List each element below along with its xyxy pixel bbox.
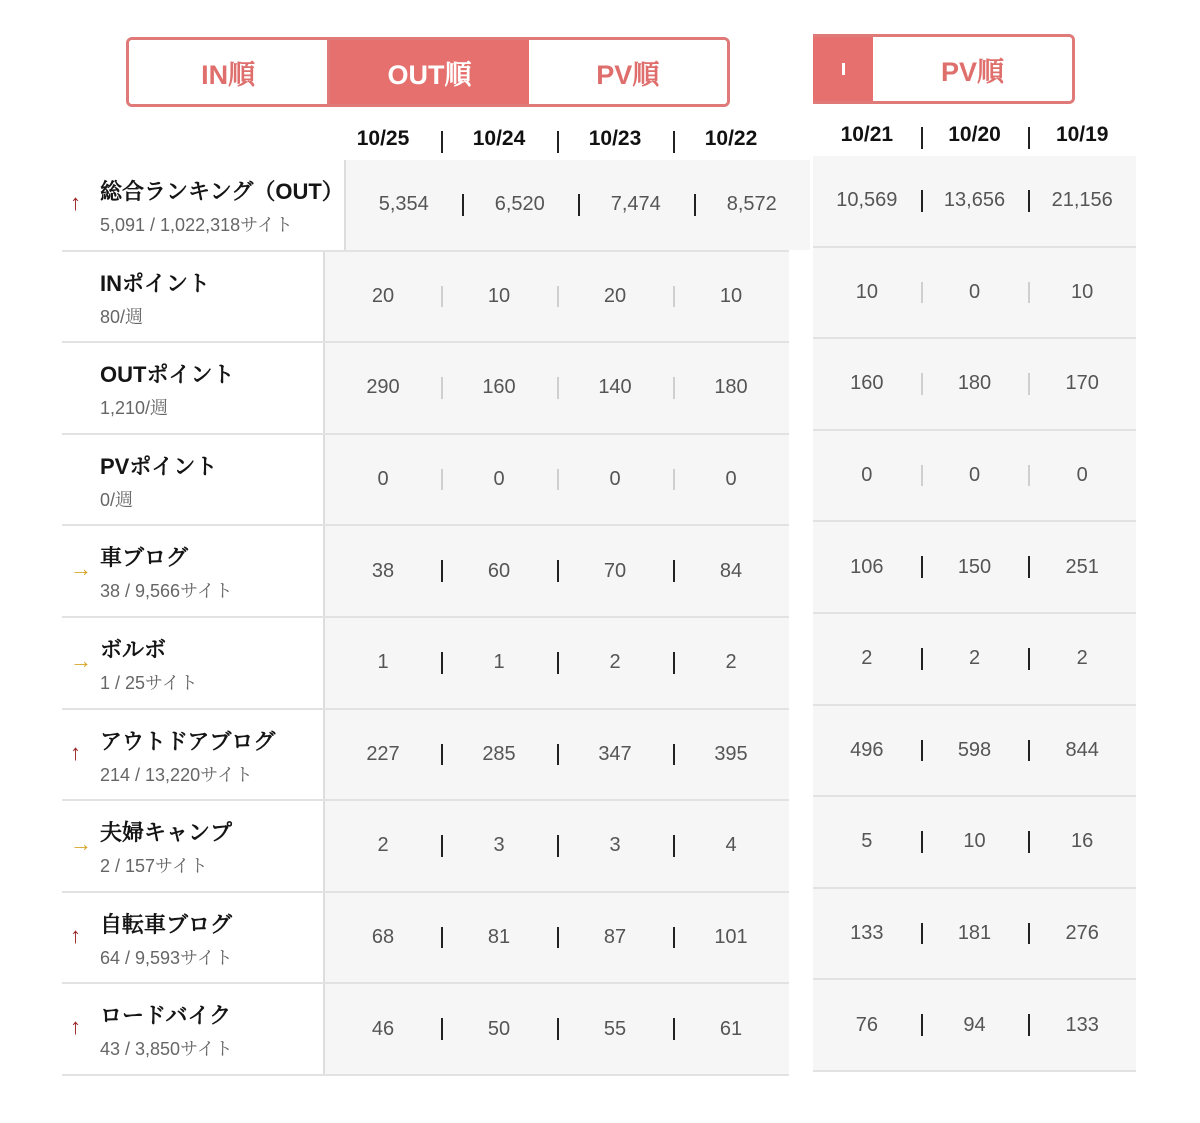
value-cell: 2 bbox=[1028, 614, 1136, 704]
value-cell: 0 bbox=[441, 435, 557, 525]
value-cell: 10,569 bbox=[836, 189, 898, 212]
category-title: INポイント bbox=[100, 270, 211, 296]
sort-tabs bbox=[126, 37, 730, 107]
value-cell: 180 bbox=[921, 339, 1029, 429]
value-cell: 10 bbox=[921, 797, 1029, 887]
tab-pv-order-2[interactable]: PV順 bbox=[873, 37, 1072, 101]
daily-values bbox=[325, 801, 789, 891]
value-cell: 150 bbox=[921, 522, 1029, 612]
category-rank: 64 / 9,593サイト bbox=[100, 947, 233, 968]
daily-values bbox=[325, 435, 789, 525]
tab-pv-order[interactable]: PV順 bbox=[529, 40, 727, 104]
date-header-cell: 10/24 bbox=[441, 127, 557, 151]
value-cell: 10 bbox=[441, 252, 557, 342]
value-cell: 347 bbox=[557, 710, 673, 800]
date-header-cell: 10/22 bbox=[673, 127, 789, 151]
value-cell: 251 bbox=[1028, 522, 1136, 612]
daily-values bbox=[813, 522, 1136, 612]
table-row bbox=[813, 339, 1136, 431]
category-label[interactable] bbox=[62, 710, 325, 800]
tab-out-order-partial[interactable] bbox=[813, 37, 873, 101]
daily-values bbox=[813, 156, 1136, 246]
category-label[interactable] bbox=[62, 160, 346, 250]
date-header-cell: 10/19 bbox=[1028, 123, 1136, 147]
category-rank: 1,210/週 bbox=[100, 398, 169, 419]
table-row bbox=[62, 160, 789, 252]
value-cell: 160 bbox=[850, 372, 884, 395]
sort-tabs-scrolled bbox=[813, 34, 1075, 104]
table-row bbox=[813, 797, 1136, 889]
arrow-right-icon: → bbox=[70, 556, 92, 582]
value-cell: 106 bbox=[850, 555, 884, 578]
category-rank: 5,091 / 1,022,318サイト bbox=[100, 215, 293, 235]
category-label[interactable] bbox=[62, 252, 325, 342]
category-label[interactable] bbox=[62, 526, 325, 616]
table-row bbox=[813, 980, 1136, 1072]
value-cell: 181 bbox=[921, 889, 1029, 979]
arrow-right-icon: → bbox=[70, 831, 92, 857]
category-title: 夫婦キャンプ bbox=[100, 820, 233, 846]
daily-values bbox=[813, 889, 1136, 979]
value-cell: 21,156 bbox=[1028, 156, 1136, 246]
ranking-table-scrolled bbox=[813, 114, 1136, 1072]
daily-values bbox=[325, 343, 789, 433]
value-cell: 285 bbox=[441, 710, 557, 800]
table-row bbox=[62, 343, 789, 435]
daily-values bbox=[813, 248, 1136, 338]
value-cell: 290 bbox=[366, 376, 400, 399]
table-row bbox=[62, 526, 789, 618]
date-header-cell: 10/23 bbox=[557, 127, 673, 151]
value-cell: 10 bbox=[673, 252, 789, 342]
value-cell: 16 bbox=[1028, 797, 1136, 887]
arrow-right-icon: → bbox=[70, 647, 92, 673]
value-cell: 68 bbox=[371, 926, 395, 949]
daily-values bbox=[813, 980, 1136, 1070]
value-cell: 5,354 bbox=[378, 193, 429, 216]
value-cell: 0 bbox=[673, 435, 789, 525]
value-cell: 61 bbox=[673, 984, 789, 1074]
table-row bbox=[813, 156, 1136, 248]
value-cell: 160 bbox=[441, 343, 557, 433]
value-cell: 101 bbox=[673, 893, 789, 983]
category-title: 総合ランキング（OUT） bbox=[100, 179, 344, 204]
table-row bbox=[813, 614, 1136, 706]
table-row bbox=[62, 618, 789, 710]
category-rank: 80/週 bbox=[100, 306, 144, 327]
table-row bbox=[62, 801, 789, 893]
value-cell: 1 bbox=[441, 618, 557, 708]
value-cell: 496 bbox=[850, 738, 884, 761]
tab-out-order[interactable]: OUT順 bbox=[330, 40, 528, 104]
category-rank: 214 / 13,220サイト bbox=[100, 764, 253, 785]
table-row bbox=[813, 522, 1136, 614]
value-cell: 13,656 bbox=[921, 156, 1029, 246]
value-cell: 227 bbox=[366, 742, 400, 765]
daily-values bbox=[325, 618, 789, 708]
daily-values bbox=[813, 339, 1136, 429]
value-cell: 70 bbox=[557, 526, 673, 616]
value-cell: 1 bbox=[377, 651, 389, 674]
daily-values bbox=[325, 710, 789, 800]
category-rank: 1 / 25サイト bbox=[100, 672, 198, 693]
value-cell: 6,520 bbox=[462, 160, 578, 250]
value-cell: 140 bbox=[557, 343, 673, 433]
value-cell: 276 bbox=[1028, 889, 1136, 979]
value-cell: 76 bbox=[855, 1013, 878, 1036]
table-row bbox=[62, 252, 789, 344]
date-header-cell: 10/20 bbox=[921, 123, 1029, 147]
category-title: ボルボ bbox=[100, 636, 167, 662]
category-label[interactable] bbox=[62, 801, 325, 891]
value-cell: 50 bbox=[441, 984, 557, 1074]
category-title: ロードバイク bbox=[100, 1003, 232, 1029]
value-cell: 81 bbox=[441, 893, 557, 983]
value-cell: 87 bbox=[557, 893, 673, 983]
value-cell: 170 bbox=[1028, 339, 1136, 429]
category-rank: 2 / 157サイト bbox=[100, 856, 208, 877]
category-title: アウトドアブログ bbox=[100, 728, 276, 754]
value-cell: 38 bbox=[371, 559, 395, 582]
value-cell: 20 bbox=[371, 284, 395, 307]
table-row bbox=[62, 984, 789, 1076]
value-cell: 5 bbox=[861, 830, 873, 853]
daily-values bbox=[325, 252, 789, 342]
category-rank: 38 / 9,566サイト bbox=[100, 581, 233, 602]
value-cell: 844 bbox=[1028, 706, 1136, 796]
value-cell: 20 bbox=[557, 252, 673, 342]
value-cell: 8,572 bbox=[694, 160, 810, 250]
date-header-scrolled bbox=[813, 114, 1136, 156]
category-label[interactable] bbox=[62, 984, 325, 1074]
table-row bbox=[813, 431, 1136, 523]
value-cell: 7,474 bbox=[578, 160, 694, 250]
tab-in-order[interactable]: IN順 bbox=[129, 40, 330, 104]
value-cell: 84 bbox=[673, 526, 789, 616]
table-row bbox=[62, 893, 789, 985]
arrow-up-icon: ↑ bbox=[70, 1014, 81, 1040]
value-cell: 55 bbox=[557, 984, 673, 1074]
table-row bbox=[813, 706, 1136, 798]
category-label[interactable] bbox=[62, 618, 325, 708]
value-cell: 10 bbox=[855, 280, 878, 303]
category-title: 自転車ブログ bbox=[100, 911, 233, 937]
date-header bbox=[62, 118, 789, 160]
value-cell: 3 bbox=[557, 801, 673, 891]
value-cell: 0 bbox=[921, 248, 1029, 338]
value-cell: 2 bbox=[673, 618, 789, 708]
category-label[interactable] bbox=[62, 435, 325, 525]
daily-values bbox=[325, 893, 789, 983]
value-cell: 60 bbox=[441, 526, 557, 616]
value-cell: 2 bbox=[377, 834, 389, 857]
ranking-table bbox=[62, 118, 789, 1076]
value-cell: 2 bbox=[557, 618, 673, 708]
value-cell: 0 bbox=[1028, 431, 1136, 521]
category-title: OUTポイント bbox=[100, 362, 235, 388]
daily-values bbox=[813, 797, 1136, 887]
category-title: 車ブログ bbox=[100, 545, 189, 571]
value-cell: 0 bbox=[557, 435, 673, 525]
daily-values bbox=[346, 160, 810, 250]
value-cell: 2 bbox=[921, 614, 1029, 704]
daily-values bbox=[813, 614, 1136, 704]
category-label[interactable] bbox=[62, 893, 325, 983]
value-cell: 0 bbox=[921, 431, 1029, 521]
category-rank: 43 / 3,850サイト bbox=[100, 1039, 233, 1060]
value-cell: 46 bbox=[371, 1017, 395, 1040]
arrow-up-icon: ↑ bbox=[70, 739, 81, 765]
daily-values bbox=[813, 431, 1136, 521]
arrow-up-icon: ↑ bbox=[70, 922, 81, 948]
value-cell: 10 bbox=[1028, 248, 1136, 338]
value-cell: 0 bbox=[861, 464, 873, 487]
value-cell: 180 bbox=[673, 343, 789, 433]
table-row bbox=[62, 435, 789, 527]
value-cell: 3 bbox=[441, 801, 557, 891]
value-cell: 395 bbox=[673, 710, 789, 800]
arrow-up-icon: ↑ bbox=[70, 190, 81, 215]
table-row bbox=[813, 889, 1136, 981]
value-cell: 4 bbox=[673, 801, 789, 891]
category-title: PVポイント bbox=[100, 453, 218, 479]
category-label[interactable] bbox=[62, 343, 325, 433]
value-cell: 0 bbox=[377, 468, 389, 491]
value-cell: 2 bbox=[861, 647, 873, 670]
date-header-cell: 10/21 bbox=[840, 123, 894, 146]
date-header-cell: 10/25 bbox=[356, 127, 410, 150]
daily-values bbox=[813, 706, 1136, 796]
daily-values bbox=[325, 984, 789, 1074]
value-cell: 133 bbox=[1028, 980, 1136, 1070]
value-cell: 133 bbox=[850, 922, 884, 945]
table-row bbox=[813, 248, 1136, 340]
daily-values bbox=[325, 526, 789, 616]
value-cell: 94 bbox=[921, 980, 1029, 1070]
category-rank: 0/週 bbox=[100, 489, 134, 510]
table-row bbox=[62, 710, 789, 802]
value-cell: 598 bbox=[921, 706, 1029, 796]
